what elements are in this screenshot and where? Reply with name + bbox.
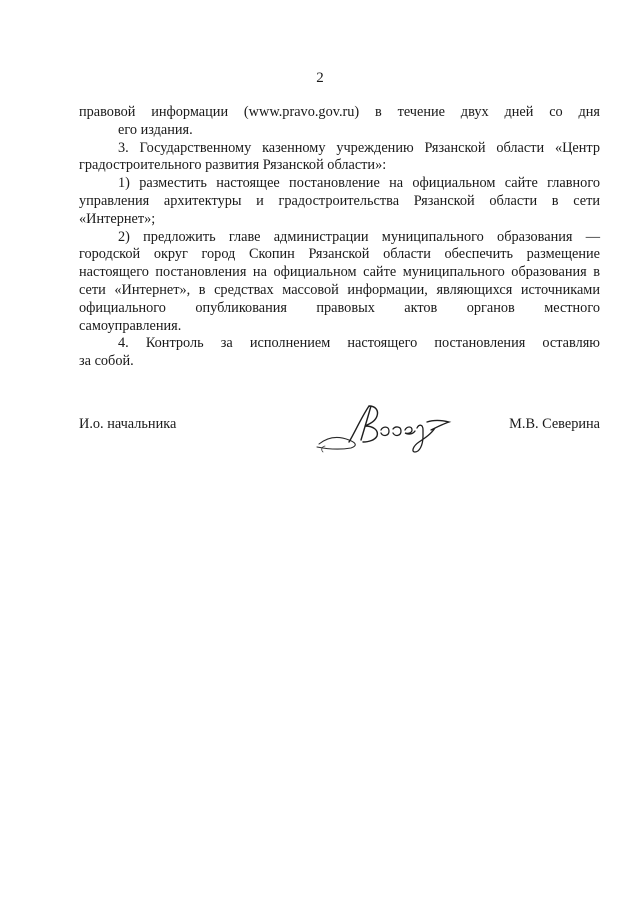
page-number: 2 — [316, 70, 324, 86]
paragraph-item-3-1 — [79, 175, 600, 228]
paragraph-continuation — [79, 104, 600, 140]
paragraph-line: за собой. — [79, 353, 134, 370]
paragraph-line: 1) разместить настоящее постановление на официальном сайте главного управления архитектуры и градостроительства Рязанской области в сети — [79, 175, 600, 209]
paragraph-line: его издания. — [118, 121, 193, 138]
paragraph-line: 4. Контроль за исполнением настоящего постановления оставляю — [118, 335, 600, 352]
signature-block — [79, 400, 600, 460]
paragraph-line: «Интернет»; — [79, 210, 156, 227]
paragraph-line: правовой информации (www.pravo.gov.ru) в течение двух дней со дня — [79, 104, 600, 120]
paragraph-item-3-2 — [79, 229, 600, 336]
paragraph-line: 2) предложить главе администрации муниципального образования — городской округ город Скопин Рязанской области обеспечить размещение настоящего постановления на официальном сайте муниципального образования в сети «Интернет», в средствах массовой информации, являющихся источниками официального опубликования правовых актов органов местного — [79, 228, 600, 316]
paragraph-item-4 — [79, 335, 600, 371]
document-body — [79, 104, 600, 371]
signatory-position: И.о. начальника — [79, 416, 177, 432]
handwritten-signature — [309, 400, 459, 458]
paragraph-line: градостроительного развития Рязанской области»: — [79, 157, 387, 174]
signatory-name: М.В. Северина — [509, 416, 600, 432]
paragraph-line: 3. Государственному казенному учреждению Рязанской области «Центр — [118, 139, 600, 156]
paragraph-line: самоуправления. — [79, 317, 182, 334]
paragraph-item-3 — [79, 140, 600, 176]
